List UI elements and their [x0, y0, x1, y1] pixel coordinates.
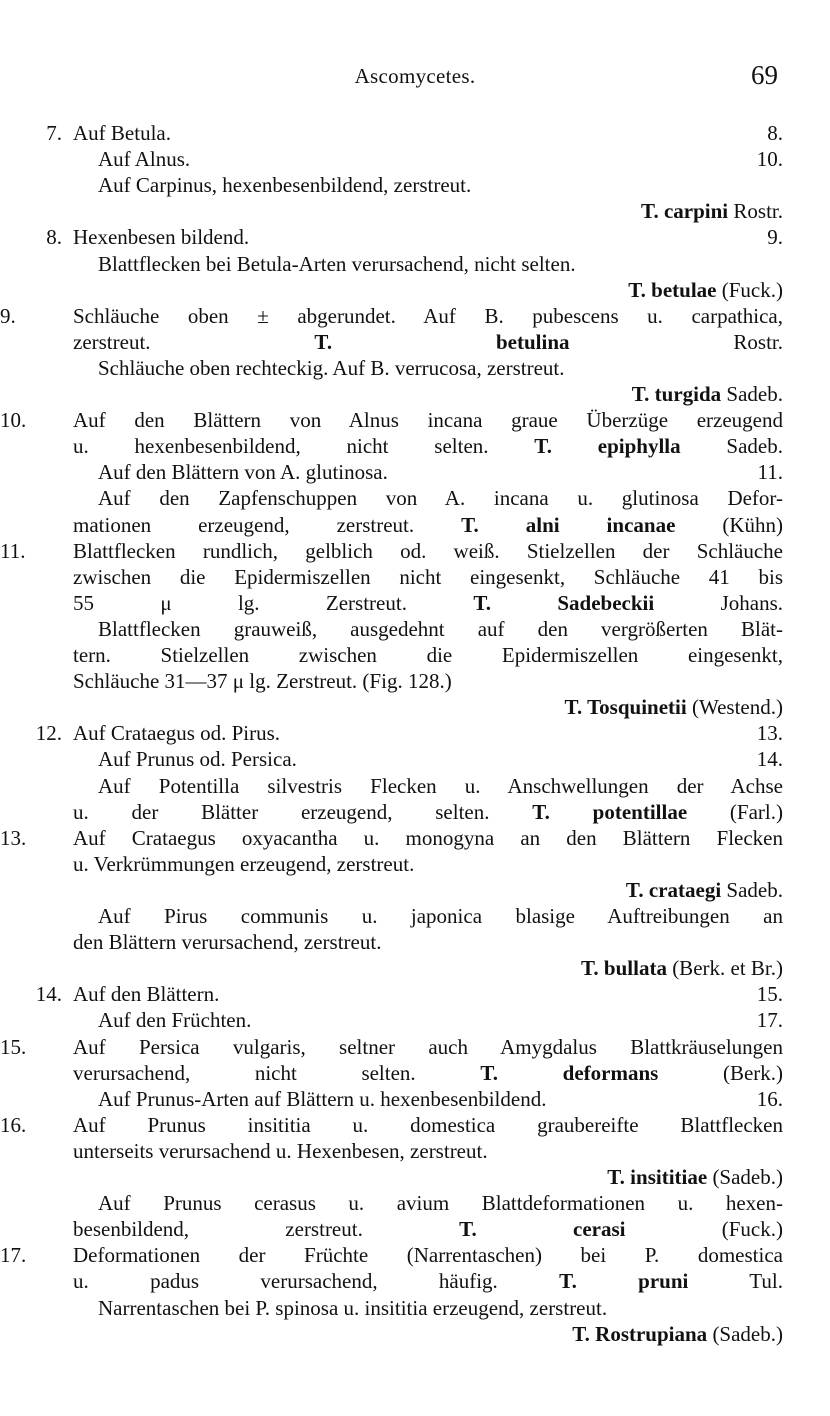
text-line: [73, 198, 783, 224]
species-name: T. insititiae: [607, 1165, 708, 1189]
lead-number: 9.: [767, 225, 783, 250]
line-text: Hexenbesen bildend.: [73, 225, 250, 250]
line-text: Auf Prunus od. Persica.: [98, 747, 297, 772]
text-line: [73, 1321, 783, 1347]
text-line: [73, 433, 783, 459]
couplet-number: 8.: [46, 225, 62, 250]
text-line: [73, 1164, 783, 1190]
text-line: [73, 642, 783, 668]
page-number: 69: [751, 60, 778, 90]
line-text: Auf Betula.: [73, 121, 171, 145]
lead-number: 11.: [757, 460, 783, 485]
text-line: [73, 329, 783, 355]
line-text: Auf Crataegus oxyacantha u. monogyna an den Blättern Flecken: [73, 825, 783, 850]
text-line: [98, 616, 783, 642]
line-text: mationen erzeugend, zerstreut.: [73, 512, 415, 537]
line-text: unterseits verursachend u. Hexenbesen, zerstreut.: [73, 1138, 488, 1163]
text-line: [98, 146, 783, 172]
text-line: [73, 929, 783, 955]
species-name: T. Sadebeckii: [473, 590, 655, 615]
line-text: tern. Stielzellen zwischen die Epidermiszellen eingesenkt,: [73, 643, 783, 667]
species-author: Sadeb.: [680, 434, 783, 459]
species-name: T. betulae: [628, 277, 717, 302]
species-author: (Berk.): [658, 1060, 784, 1085]
line-text: besenbildend, zerstreut.: [73, 1217, 363, 1242]
species-name: T. deformans: [480, 1060, 659, 1085]
text-line: [73, 590, 783, 616]
species-entry: [534, 434, 783, 458]
species-name: T. turgida: [631, 382, 722, 406]
line-text: verursachend, nicht selten.: [73, 1060, 416, 1085]
text-line: [73, 564, 783, 590]
text-line: [98, 1007, 783, 1033]
line-text: Schläuche 31—37 μ lg. Zerstreut. (Fig. 128.): [73, 669, 452, 694]
text-line: [73, 851, 783, 877]
species-author: Sadeb.: [721, 877, 783, 902]
text-line: [0, 1242, 783, 1268]
line-text: Auf den Zapfenschuppen von A. incana u. glutinosa Defor-: [98, 486, 783, 511]
lead-number: 17.: [756, 1008, 783, 1033]
line-text: Auf Potentilla silvestris Flecken u. Anschwellungen der Achse: [98, 773, 783, 798]
line-text: 55 μ lg. Zerstreut.: [73, 590, 407, 615]
species-name: T. Rostrupiana: [572, 1321, 708, 1346]
text-line: [0, 538, 783, 564]
text-line: [98, 355, 783, 381]
species-name: T. cerasi: [459, 1217, 626, 1242]
text-line: [98, 172, 783, 198]
lead-number: 14.: [756, 747, 783, 772]
line-text: Blattflecken grauweiß, ausgedehnt auf den vergrößerten Blät-: [98, 616, 783, 641]
line-text: Auf Pirus communis u. japonica blasige Auftreibungen an: [98, 904, 783, 928]
text-line: [73, 955, 783, 981]
text-line: [0, 1112, 783, 1138]
text-line: [46, 120, 783, 146]
couplet-number: 17.: [0, 1243, 27, 1268]
line-text: Auf den Blättern von A. glutinosa.: [98, 460, 388, 485]
lead-number: 13.: [756, 721, 783, 746]
line-text: zerstreut.: [73, 329, 151, 354]
lead-number: 15.: [756, 982, 783, 1007]
species-author: Rostr.: [728, 199, 783, 224]
species-entry: [461, 513, 783, 537]
species-name: T. Tosquinetii: [564, 695, 687, 720]
text-line: [0, 407, 783, 433]
species-author: Rostr.: [569, 329, 783, 354]
text-line: [73, 381, 783, 407]
couplet-number: 10.: [0, 408, 27, 433]
species-author: Johans.: [654, 590, 784, 615]
species-name: T. epiphylla: [534, 434, 681, 459]
text-line: [98, 251, 783, 277]
species-name: T. betulina: [314, 329, 570, 354]
species-author: (Fuck.): [625, 1217, 783, 1242]
species-name: T. alni incanae: [461, 512, 676, 537]
text-line: [73, 1138, 783, 1164]
species-entry: [459, 1217, 783, 1241]
line-text: Auf den Früchten.: [98, 1008, 252, 1033]
line-text: Auf Persica vulgaris, seltner auch Amygdalus Blattkräuselungen: [73, 1034, 783, 1059]
species-author: (Fuck.): [716, 277, 783, 302]
species-author: (Berk. et Br.): [666, 956, 783, 981]
couplet-number: 9.: [0, 303, 16, 328]
text-line: [46, 224, 783, 250]
line-text: u. padus verursachend, häufig.: [73, 1269, 498, 1294]
species-author: Tul.: [688, 1269, 783, 1294]
species-name: T. bullata: [580, 956, 667, 981]
line-text: Auf Prunus insititia u. domestica graubereifte Blattflecken: [73, 1112, 783, 1137]
text-line: [73, 1216, 783, 1242]
text-line: [73, 877, 783, 903]
text-line: [98, 485, 783, 511]
line-text: den Blättern verursachend, zerstreut.: [73, 930, 382, 955]
text-line: [73, 668, 783, 694]
line-text: u. hexenbesenbildend, nicht selten.: [73, 434, 489, 459]
line-text: Auf den Blättern.: [73, 982, 220, 1007]
text-line: [98, 459, 783, 485]
text-line: [73, 1060, 783, 1086]
species-author: (Farl.): [687, 799, 783, 824]
line-text: Auf Crataegus od. Pirus.: [73, 721, 281, 746]
couplet-number: 15.: [0, 1034, 27, 1059]
running-header-title: Ascomycetes.: [354, 64, 476, 88]
species-name: T. crataegi: [625, 877, 722, 902]
text-line: [98, 746, 783, 772]
species-entry: [480, 1061, 783, 1085]
line-text: Auf Alnus.: [98, 147, 191, 172]
text-line: [98, 1190, 783, 1216]
species-author: (Westend.): [686, 695, 783, 720]
line-text: Blattflecken rundlich, gelblich od. weiß. Stielzellen der Schläuche: [73, 538, 783, 563]
line-text: Narrentaschen bei P. spinosa u. insititia erzeugend, zerstreut.: [98, 1295, 608, 1320]
text-line: [73, 1268, 783, 1294]
line-text: Deformationen der Früchte (Narrentaschen) bei P. domestica: [73, 1243, 783, 1268]
species-author: Sadeb.: [721, 382, 783, 406]
text-line: [98, 1295, 783, 1321]
line-text: zwischen die Epidermiszellen nicht eingesenkt, Schläuche 41 bis: [73, 564, 783, 589]
text-line: [98, 903, 783, 929]
species-name: T. carpini: [641, 199, 729, 224]
couplet-number: 13.: [0, 825, 27, 850]
text-line: [35, 720, 783, 746]
line-text: Schläuche oben rechteckig. Auf B. verrucosa, zerstreut.: [98, 355, 565, 380]
text-line: [73, 694, 783, 720]
lead-number: 10.: [756, 147, 783, 172]
text-line: [73, 277, 783, 303]
species-entry: [559, 1269, 783, 1293]
lead-number: 16.: [756, 1086, 783, 1111]
couplet-number: 14.: [35, 982, 62, 1007]
species-entry: [314, 330, 783, 354]
line-text: Auf Prunus cerasus u. avium Blattdeformationen u. hexen-: [98, 1191, 783, 1216]
line-text: Auf den Blättern von Alnus incana graue Überzüge erzeugend: [73, 408, 783, 433]
text-line: [98, 1086, 783, 1112]
species-author: (Sadeb.): [707, 1165, 783, 1189]
species-name: T. potentillae: [532, 799, 688, 824]
text-line: [0, 825, 783, 851]
text-line: [0, 1034, 783, 1060]
text-line: [98, 773, 783, 799]
line-text: u. der Blätter erzeugend, selten.: [73, 799, 490, 824]
line-text: Auf Prunus-Arten auf Blättern u. hexenbesenbildend.: [98, 1086, 547, 1111]
line-text: Blattflecken bei Betula-Arten verursachend, nicht selten.: [98, 251, 576, 276]
species-author: (Sadeb.): [707, 1321, 783, 1346]
text-line: [73, 799, 783, 825]
text-line: [0, 303, 783, 329]
lead-number: 8.: [767, 121, 783, 145]
species-author: (Kühn): [675, 512, 783, 537]
species-entry: [532, 800, 783, 824]
line-text: Schläuche oben ± abgerundet. Auf B. pubescens u. carpathica,: [73, 303, 783, 328]
couplet-number: 16.: [0, 1112, 27, 1137]
couplet-number: 12.: [35, 721, 62, 746]
text-line: [73, 512, 783, 538]
text-line: [35, 981, 783, 1007]
line-text: u. Verkrümmungen erzeugend, zerstreut.: [73, 851, 415, 876]
couplet-number: 7.: [46, 121, 62, 145]
line-text: Auf Carpinus, hexenbesenbildend, zerstreut.: [98, 173, 472, 198]
species-name: T. pruni: [559, 1269, 689, 1294]
species-entry: [473, 591, 783, 615]
couplet-number: 11.: [0, 538, 26, 563]
